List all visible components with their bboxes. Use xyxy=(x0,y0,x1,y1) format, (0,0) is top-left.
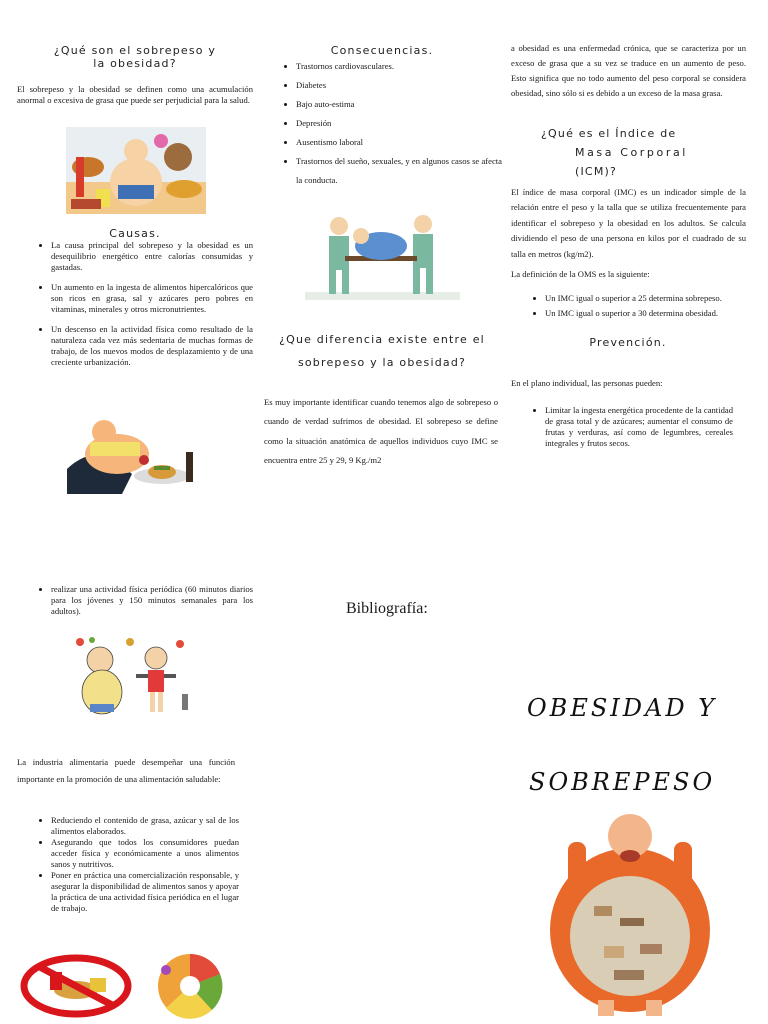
prevention-text: En el plano individual, las personas pueden: xyxy=(511,378,663,388)
oms-list-wrap xyxy=(511,293,751,319)
list-item: • Un descenso en la actividad física como resultado de la naturaleza cada vez más sedentaria de muchas formas de trabajo, de los nuevos modos de desplazamiento y de una creciente urbanización. xyxy=(51,324,253,368)
difference-text: Es muy importante identificar cuando tenemos algo de sobrepeso o cuando de verdad sufrimos de obesidad. El sobrepeso se define como la situación anatómica de aquellos individuos cuyo IMC se encuentra entre 25 y 29, 9 Kg./m2 xyxy=(264,397,498,466)
fat-and-fit-illustration xyxy=(70,634,192,718)
imc-title xyxy=(515,124,715,181)
industry-list-wrap xyxy=(17,815,239,914)
difference-title xyxy=(262,328,502,374)
no-junk-food-icon xyxy=(20,954,132,1018)
imc-text: El índice de masa corporal (IMC) es un indicador simple de la relación entre el peso y la talla que se utiliza frecuentemente para identificar el sobrepeso y la obesidad en los adultos. Se calcula dividiendo el peso de una persona en kilos por el cuadrado de su talla en metros (kg/m2). xyxy=(511,187,746,259)
industry-text: La industria alimentaria puede desempeñar una función importante en la promoción de una alimentación saludable: xyxy=(17,757,235,784)
list-item: • Un IMC igual o superior a 30 determina obesidad. xyxy=(545,308,751,319)
cover-title-line1: OBESIDAD Y xyxy=(527,694,718,722)
title-line: la obesidad? xyxy=(93,57,177,70)
title-line: ¿Que diferencia existe entre el xyxy=(279,333,485,346)
obesity-definition-text: a obesidad es una enfermedad crónica, que se caracteriza por un exceso de grasa que a su vez se traduce en un aumento de peso. Esto significa que no todo aumento del peso corporal se considera obesidad, sino sólo si es debido a un exceso de la masa grasa. xyxy=(511,43,746,98)
doctors-stretcher-illustration xyxy=(305,210,460,300)
junk-food-illustration xyxy=(66,127,206,214)
causes-title: Causas. xyxy=(109,227,161,240)
list-item: • Limitar la ingesta energética procedente de la cantidad de grasa total y de azúcares; aumentar el consumo de frutas y verduras, así como de legumbres, cereales integrales y frutos secos. xyxy=(545,405,733,449)
list-item: • Reduciendo el contenido de grasa, azúcar y sal de los alimentos elaborados. xyxy=(51,815,239,837)
consequences-list-wrap xyxy=(262,57,502,190)
list-item: • Un aumento en la ingesta de alimentos hipercalóricos que son ricos en grasa, sal y azúcares pero pobres en vitaminas, minerales y otros micronutrientes. xyxy=(51,282,253,315)
list-item: • Un IMC igual o superior a 25 determina sobrepeso. xyxy=(545,293,751,304)
title-line: ¿Qué es el Índice de xyxy=(541,127,677,140)
list-item: • Asegurando que todos los consumidores puedan acceder física y económicamente a unos alimentos sanos y nutritivos. xyxy=(51,837,239,870)
title-line: Masa Corporal xyxy=(575,146,688,159)
list-item: • Ausentismo laboral xyxy=(296,133,502,152)
list-item: • realizar una actividad física periódica (60 minutos diarios para los jóvenes y 150 minutos semanales para los adultos). xyxy=(51,584,253,617)
list-item: • Depresión xyxy=(296,114,502,133)
list-item: • Trastornos cardiovasculares. xyxy=(296,57,502,76)
bibliography-title: Bibliografía: xyxy=(346,600,428,617)
definition-text: El sobrepeso y la obesidad se definen como una acumulación anormal o excesiva de grasa que puede ser perjudicial para la salud. xyxy=(17,84,253,105)
section-title-what xyxy=(30,44,240,70)
man-eating-illustration xyxy=(62,414,198,494)
list-item: • Diabetes xyxy=(296,76,502,95)
food-plate-icon xyxy=(146,952,234,1020)
list-item: • Poner en práctica una comercialización responsable, y asegurar la disponibilidad de alimentos sanos y apoyar la práctica de una actividad física periódica en el lugar de trabajo. xyxy=(51,870,239,914)
causes-list-wrap xyxy=(17,240,253,377)
prevention-list-wrap xyxy=(511,405,733,449)
title-line: sobrepeso y la obesidad? xyxy=(297,356,467,369)
list-item: • Trastornos del sueño, sexuales, y en algunos casos se afecta la conducta. xyxy=(296,152,502,190)
prevention-title: Prevención. xyxy=(589,336,667,349)
cover-title-line2: SOBREPESO xyxy=(529,768,716,796)
title-line: ¿Qué son el sobrepeso y xyxy=(53,44,217,57)
list-item: • Bajo auto-estima xyxy=(296,95,502,114)
title-line: (ICM)? xyxy=(575,165,618,178)
activity-list-wrap xyxy=(17,584,253,617)
oms-text: La definición de la OMS es la siguiente: xyxy=(511,269,650,279)
list-item: • La causa principal del sobrepeso y la obesidad es un desequilibrio energético entre calorías consumidas y gastadas. xyxy=(51,240,253,273)
consequences-title: Consecuencias. xyxy=(330,44,434,57)
cover-obese-figure-illustration xyxy=(544,806,716,1020)
